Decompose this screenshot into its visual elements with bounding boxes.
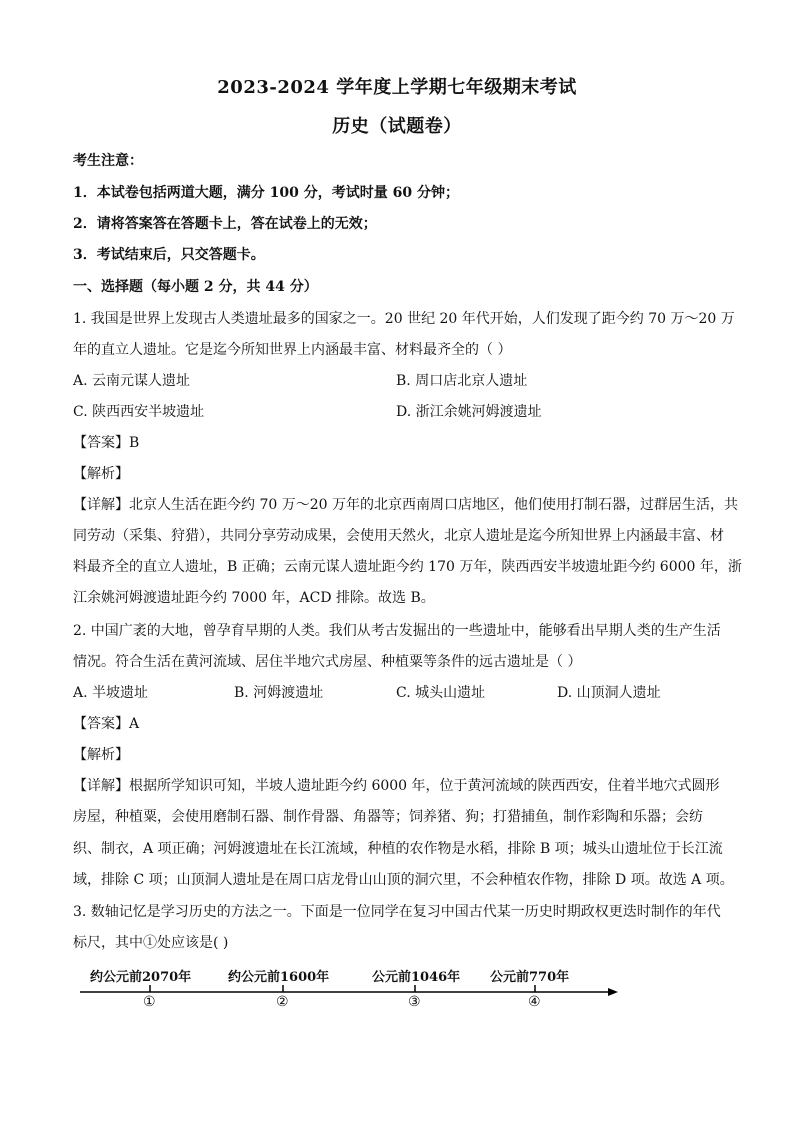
q2-option-d: D. 山顶洞人遗址 [557, 685, 661, 701]
timeline-label: 约公元前2070年 [90, 970, 192, 985]
q1-detail-line: 【详解】北京人生活在距今约 70 万～20 万年的北京西南周口店地区，他们使用打制石器，过群居生活，共 [73, 497, 738, 513]
timeline-mark-1: ① [143, 994, 156, 1010]
section-heading: 一、选择题（每小题 2 分，共 44 分） [73, 279, 318, 295]
timeline-label: 公元前770年 [490, 970, 570, 985]
q3-stem-line: 3. 数轴记忆是学习历史的方法之一。下面是一位同学在复习中国古代某一历史时期政权更迭时制作的年代 [73, 904, 721, 920]
q2-detail-line: 【详解】根据所学知识可知，半坡人遗址距今约 6000 年，位于黄河流域的陕西西安，住着半地穴式圆形 [73, 778, 720, 794]
q2-analysis-label: 【解析】 [73, 747, 129, 763]
q2-detail-line: 房屋，种植粟，会使用磨制石器、制作骨器、角器等；饲养猪、狗；打猎捕鱼，制作彩陶和乐器；会纺 [73, 809, 703, 825]
q1-option-a: A. 云南元谋人遗址 [73, 373, 191, 389]
q2-option-a: A. 半坡遗址 [73, 685, 149, 701]
exam-subtitle: 历史（试题卷） [332, 116, 462, 137]
q3-stem-line: 标尺，其中①处应该是( ) [73, 935, 229, 951]
q1-stem-line: 1. 我国是世界上发现古人类遗址最多的国家之一。20 世纪 20 年代开始，人们发现了距今约 70 万～20 万 [73, 311, 735, 327]
timeline-label: 约公元前1600年 [228, 970, 330, 985]
q1-stem-line: 年的直立人遗址。它是迄今所知世界上内涵最丰富、材料最齐全的（ ） [73, 342, 512, 358]
q2-stem-line: 情况。符合生活在黄河流域、居住半地穴式房屋、种植粟等条件的远古遗址是（ ） [73, 654, 582, 670]
q1-detail-line: 江余姚河姆渡遗址距今约 7000 年，ACD 排除。故选 B。 [73, 590, 435, 606]
q2-detail-line: 域，排除 C 项；山顶洞人遗址是在周口店龙骨山山顶的洞穴里，不会种植农作物，排除 D 项。故选 A 项。 [73, 872, 734, 888]
q2-detail-line: 织、制衣，A 项正确；河姆渡遗址在长江流域，种植的农作物是水稻，排除 B 项；城头山遗址位于长江流 [73, 841, 723, 857]
timeline-mark-3: ③ [408, 994, 421, 1010]
timeline-figure [72, 958, 632, 1028]
q1-option-d: D. 浙江余姚河姆渡遗址 [396, 404, 542, 420]
q2-option-c: C. 城头山遗址 [396, 685, 486, 701]
q1-option-c: C. 陕西西安半坡遗址 [73, 404, 205, 420]
exam-title: 2023-2024 学年度上学期七年级期末考试 [217, 77, 577, 98]
notice-item: 2．请将答案答在答题卡上，答在试卷上的无效； [73, 216, 377, 232]
timeline-mark-2: ② [276, 994, 289, 1010]
q1-analysis-label: 【解析】 [73, 466, 129, 482]
q2-stem-line: 2. 中国广袤的大地，曾孕育早期的人类。我们从考古发掘出的一些遗址中，能够看出早期人类的生产生活 [73, 623, 721, 639]
q2-answer: 【答案】A [73, 716, 140, 732]
notice-item: 3．考试结束后，只交答题卡。 [73, 247, 265, 263]
timeline-label: 公元前1046年 [372, 970, 461, 985]
notice-heading: 考生注意： [73, 153, 143, 169]
q2-option-b: B. 河姆渡遗址 [234, 685, 324, 701]
q1-option-b: B. 周口店北京人遗址 [396, 373, 528, 389]
timeline-arrow [608, 988, 618, 996]
timeline-mark-4: ④ [528, 994, 541, 1010]
q1-answer: 【答案】B [73, 435, 140, 451]
notice-item: 1．本试卷包括两道大题，满分 100 分，考试时量 60 分钟； [73, 185, 459, 201]
q1-detail-line: 同劳动（采集、狩猎），共同分享劳动成果，会使用天然火，北京人遗址是迄今所知世界上内涵最丰富、材 [73, 528, 724, 544]
q1-detail-line: 料最齐全的直立人遗址，B 正确；云南元谋人遗址距今约 170 万年，陕西西安半坡遗址距今约 6000 年，浙 [73, 559, 742, 575]
